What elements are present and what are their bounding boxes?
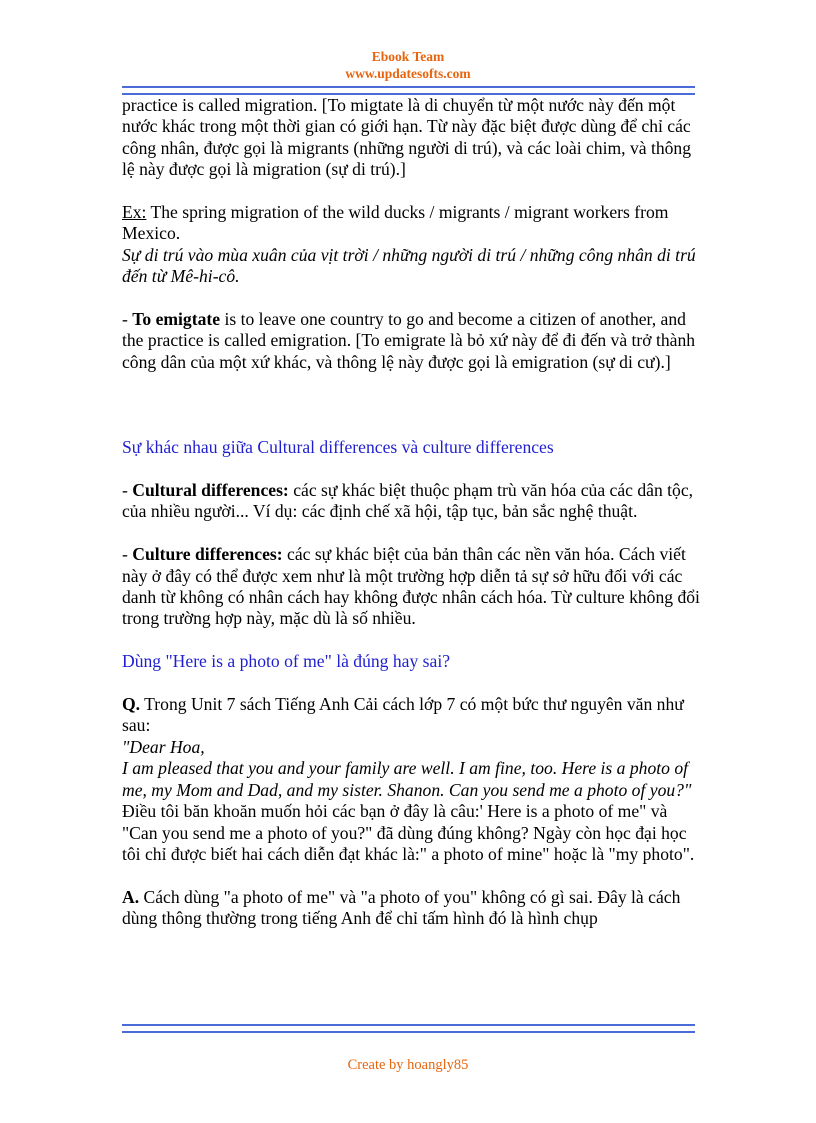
bullet-dash: - [122,309,133,330]
header-divider [122,86,695,95]
term-emigrate: To emigtate [132,309,221,330]
question-label: Q. [122,694,141,715]
example-paragraph [122,202,702,245]
answer-paragraph [122,887,702,930]
cultural-differences-text: các sự khác biệt thuộc phạm trù văn hóa của các dân tộc, của nhiều người... Ví dụ: các định chế xã hội, tập tục, bản sắc nghệ thuật. [122,480,694,522]
page-content [122,95,702,930]
paragraph-migration: practice is called migration. [To migtate là di chuyển từ một nước này đến một nước khác trong một thời gian có giới hạn. Từ này đặc biệt được dùng để chỉ các công nhân, được gọi là migrants (những người di trú), và các loài chim, và thông lệ này được gọi là migration (sự di trú).] [122,95,692,180]
paragraph-emigrate [122,309,702,373]
example-label: Ex: [122,202,147,223]
header-url: www.updatesofts.com [345,66,471,81]
term-culture-differences: Culture differences: [132,544,283,565]
culture-differences-text: các sự khác biệt của bản thân các nền văn hóa. Cách viết này ở đây có thể được xem như là một trường hợp diễn tả sự sở hữu đối với các danh từ không có nhân cách hay không được nhân cách hóa. Từ culture không đổi trong trường hợp này, mặc dù là số nhiều. [122,544,700,629]
emigrate-text: is to leave one country to go and become a citizen of another, and the practice is called emigration. [To emigrate là bỏ xứ này để đi đến và trở thành công dân của một xứ khác, và thông lệ này được gọi là emigration (sự di cư).] [122,309,696,372]
question-text: Trong Unit 7 sách Tiếng Anh Cải cách lớp 7 có một bức thư nguyên văn như sau: [122,694,684,736]
section-heading-photo: Dùng "Here is a photo of me" là đúng hay sai? [122,651,451,672]
letter-greeting: "Dear Hoa, [122,736,205,757]
section-heading-cultural: Sự khác nhau giữa Cultural differences và culture differences [122,437,554,458]
answer-label: A. [122,886,140,907]
page-header [0,48,816,82]
question-paragraph [122,694,702,737]
footer-divider [122,1024,695,1033]
example-translation: Sự di trú vào mùa xuân của vịt trời / những người di trú / những công nhân di trú đến từ Mê-hi-cô. [122,244,696,287]
question-follow-up: Điều tôi băn khoăn muốn hỏi các bạn ở đây là câu:' Here is a photo of me" và "Can you send me a photo of you?" đã dùng đúng không? Ngày còn học đại học tôi chỉ được biết hai cách diễn đạt khác là:" a photo of mine" hoặc là "my photo". [122,801,695,864]
term-cultural-differences: Cultural differences: [132,480,289,501]
letter-body: I am pleased that you and your family are well. I am fine, too. Here is a photo of me, my Mom and Dad, and my sister. Shanon. Can you send me a photo of you?" [122,758,692,800]
bullet-dash: - [122,480,133,501]
paragraph-cultural-differences [122,480,702,523]
bullet-dash: - [122,544,133,565]
page-footer: Create by hoangly85 [347,1057,469,1073]
answer-text: Cách dùng "a photo of me" và "a photo of you" không có gì sai. Đây là cách dùng thông thường trong tiếng Anh để chỉ tấm hình đó là hình chụp [122,886,681,929]
header-team: Ebook Team [371,49,445,64]
example-text: The spring migration of the wild ducks / migrants / migrant workers from Mexico. [122,202,669,244]
paragraph-culture-differences [122,544,702,630]
